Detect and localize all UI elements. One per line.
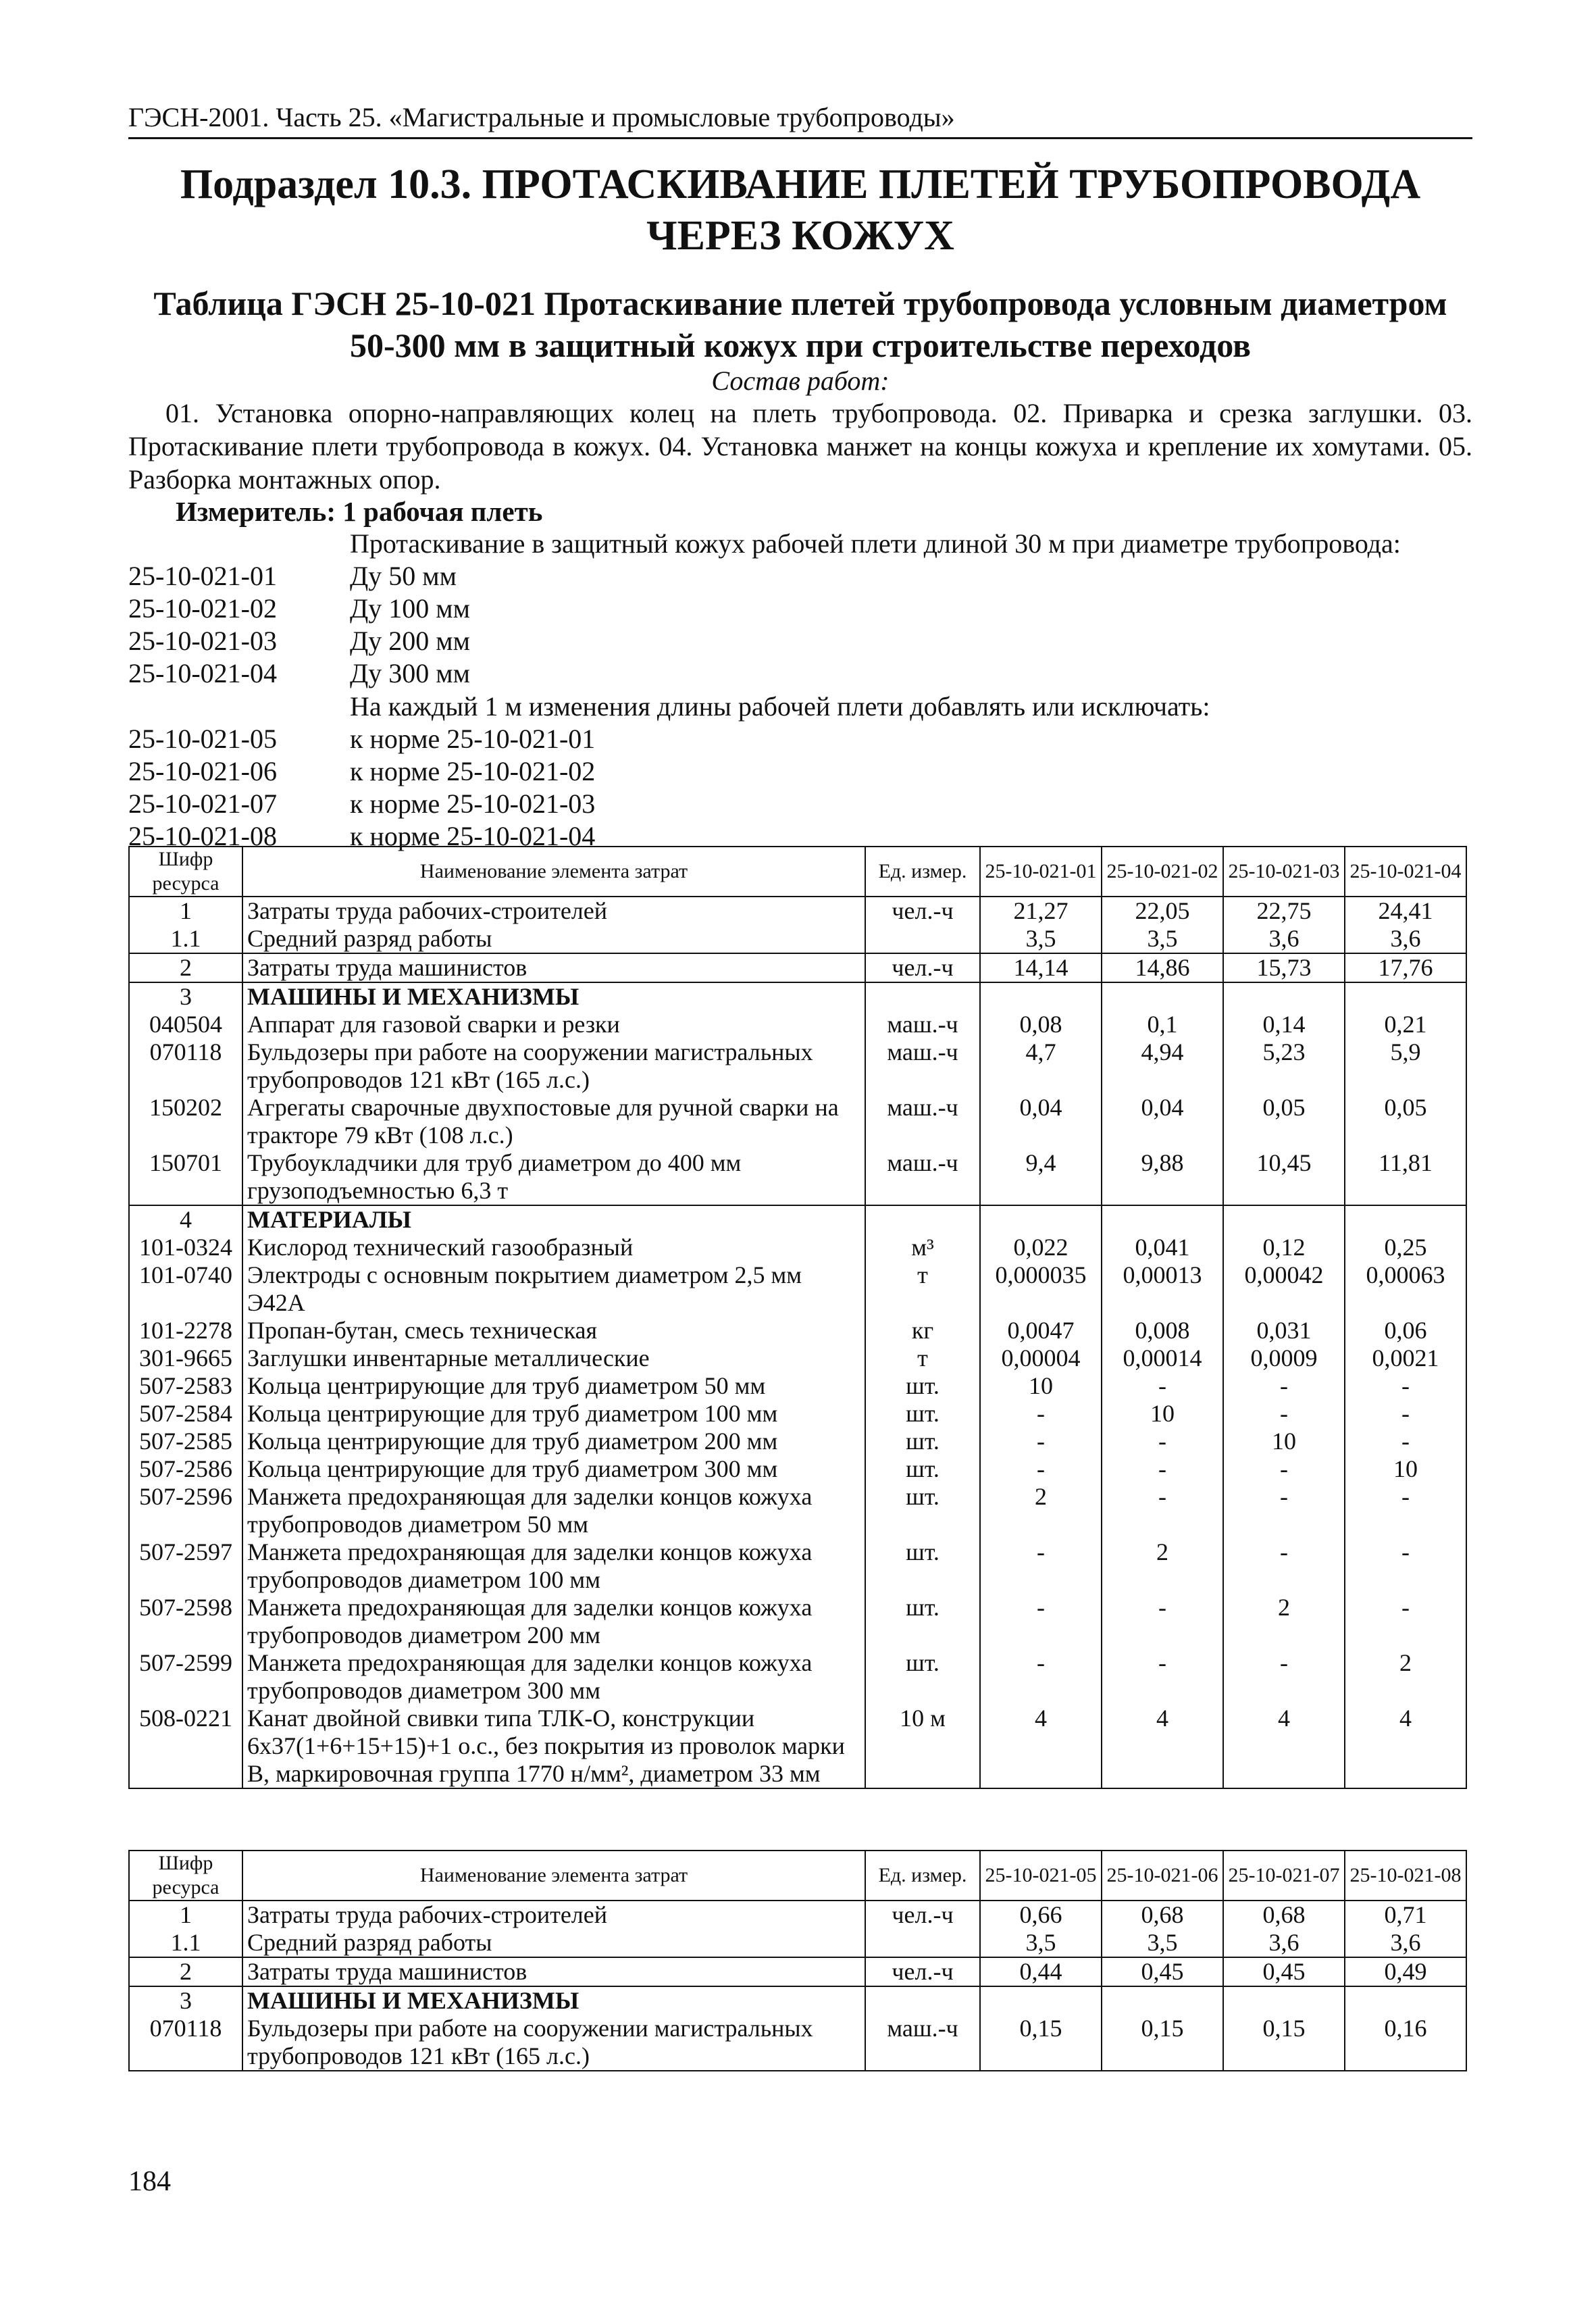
norm-value: 0,49 [1345, 1957, 1466, 1986]
norm-value: 10,45 [1223, 1149, 1345, 1205]
composition-label: Состав работ: [711, 366, 890, 396]
norm-value: 3,6 [1223, 925, 1345, 953]
table-row [129, 1649, 1466, 1705]
norm-value: 22,75 [1223, 897, 1345, 925]
resource-unit: маш.-ч [865, 1094, 980, 1149]
resource-code: 507-2586 [129, 1455, 242, 1483]
resource-code: 101-2278 [129, 1317, 242, 1344]
norm-list [128, 527, 1472, 853]
resource-name: Затраты труда рабочих-строителей [242, 1901, 865, 1929]
norm-group-2 [128, 723, 1472, 853]
norm-intro-2: На каждый 1 м изменения длины рабочей плети добавлять или исключать: [350, 691, 1210, 722]
norm-value: 0,00013 [1102, 1261, 1223, 1317]
norm-value: - [980, 1594, 1102, 1649]
norm-value: 0,14 [1223, 1011, 1345, 1038]
norm-code: 25-10-021-08 [128, 821, 277, 851]
norm-name: Ду 200 мм [350, 626, 470, 656]
norm-value: 0,68 [1223, 1901, 1345, 1929]
norm-value [1102, 1986, 1223, 2015]
resource-code: 101-0740 [129, 1261, 242, 1317]
norm-name: к норме 25-10-021-01 [350, 724, 596, 754]
norm-group-1 [128, 560, 1472, 690]
resource-code: 2 [129, 953, 242, 982]
resource-name: Кольца центрирующие для труб диаметром 50 мм [242, 1372, 865, 1400]
header-code: Шифр ресурса [129, 847, 242, 897]
table-row [129, 1483, 1466, 1538]
resource-name: Канат двойной свивки типа ТЛК-О, конструкции 6х37(1+6+15+15)+1 о.с., без покрытия из проволок марки В, маркировочная группа 1770 н/мм², диаметром 33 мм [242, 1705, 865, 1788]
norm-row [128, 755, 1472, 788]
resource-code: 070118 [129, 1038, 242, 1094]
norm-value: 0,06 [1345, 1317, 1466, 1344]
norm-row [128, 593, 1472, 625]
resource-name: Затраты труда машинистов [242, 1957, 865, 1986]
table-row [129, 1094, 1466, 1149]
resource-code: 150701 [129, 1149, 242, 1205]
norm-value: - [1102, 1372, 1223, 1400]
resource-unit [865, 1929, 980, 1957]
resource-name: Манжета предохраняющая для заделки концов кожуха трубопроводов диаметром 200 мм [242, 1594, 865, 1649]
norm-value [1102, 982, 1223, 1011]
norm-value: 3,5 [1102, 1929, 1223, 1957]
resource-code: 1.1 [129, 925, 242, 953]
resource-table-2 [128, 1850, 1467, 2071]
table-row [129, 1011, 1466, 1038]
norm-value: 10 [1223, 1428, 1345, 1455]
norm-value [1223, 982, 1345, 1011]
norm-value: 3,5 [1102, 925, 1223, 953]
norm-value: - [980, 1400, 1102, 1428]
resource-name: Кольца центрирующие для труб диаметром 200 мм [242, 1428, 865, 1455]
resource-code: 507-2598 [129, 1594, 242, 1649]
resource-unit: маш.-ч [865, 1038, 980, 1094]
resource-unit: кг [865, 1317, 980, 1344]
norm-value: - [980, 1428, 1102, 1455]
norm-value [1223, 1986, 1345, 2015]
norm-value: - [1345, 1483, 1466, 1538]
norm-value: 10 [1345, 1455, 1466, 1483]
resource-unit: чел.-ч [865, 953, 980, 982]
norm-value: - [1102, 1455, 1223, 1483]
norm-value: - [1223, 1455, 1345, 1483]
norm-name: к норме 25-10-021-02 [350, 756, 596, 786]
resource-unit [865, 1986, 980, 2015]
resource-unit: шт. [865, 1372, 980, 1400]
resource-code: 1 [129, 1901, 242, 1929]
norm-value: 9,4 [980, 1149, 1102, 1205]
resource-name: Средний разряд работы [242, 925, 865, 953]
norm-value: - [1102, 1428, 1223, 1455]
norm-value [1223, 1205, 1345, 1234]
norm-value: - [1223, 1372, 1345, 1400]
resource-unit: м³ [865, 1234, 980, 1261]
norm-value: - [1102, 1649, 1223, 1705]
norm-code: 25-10-021-02 [128, 593, 277, 624]
norm-value: 0,15 [1102, 2015, 1223, 2071]
norm-value: - [1345, 1538, 1466, 1594]
norm-value: 0,00014 [1102, 1344, 1223, 1372]
resource-name: МАТЕРИАЛЫ [242, 1205, 865, 1234]
norm-value: 0,15 [980, 2015, 1102, 2071]
norm-value: - [1102, 1594, 1223, 1649]
resource-unit: чел.-ч [865, 1901, 980, 1929]
resource-unit: шт. [865, 1594, 980, 1649]
norm-value: 0,71 [1345, 1901, 1466, 1929]
header-norm-col: 25-10-021-04 [1345, 847, 1466, 897]
norm-value: - [1223, 1649, 1345, 1705]
norm-value [1345, 1205, 1466, 1234]
header-norm-col: 25-10-021-08 [1345, 1851, 1466, 1901]
norm-value: 21,27 [980, 897, 1102, 925]
norm-code: 25-10-021-07 [128, 788, 277, 819]
resource-code: 3 [129, 982, 242, 1011]
resource-code: 507-2583 [129, 1372, 242, 1400]
norm-code: 25-10-021-04 [128, 658, 277, 688]
resource-name: МАШИНЫ И МЕХАНИЗМЫ [242, 1986, 865, 2015]
resource-name: Затраты труда рабочих-строителей [242, 897, 865, 925]
norm-value: 4 [1345, 1705, 1466, 1788]
resource-name: Трубоукладчики для труб диаметром до 400 мм грузоподъемностью 6,3 т [242, 1149, 865, 1205]
norm-name: к норме 25-10-021-03 [350, 788, 596, 819]
norm-name: Ду 300 мм [350, 658, 470, 688]
resource-unit: шт. [865, 1538, 980, 1594]
table-row [129, 1317, 1466, 1344]
norm-value: 0,15 [1223, 2015, 1345, 2071]
norm-value: 0,05 [1223, 1094, 1345, 1149]
norm-value: 0,21 [1345, 1011, 1466, 1038]
resource-unit [865, 1205, 980, 1234]
norm-value: 0,1 [1102, 1011, 1223, 1038]
norm-value: 0,041 [1102, 1234, 1223, 1261]
resource-name: Заглушки инвентарные металлические [242, 1344, 865, 1372]
resource-name: Аппарат для газовой сварки и резки [242, 1011, 865, 1038]
norm-value: 3,6 [1345, 1929, 1466, 1957]
resource-name: Манжета предохраняющая для заделки концов кожуха трубопроводов диаметром 300 мм [242, 1649, 865, 1705]
resource-table-1 [128, 846, 1467, 1789]
table-row [129, 982, 1466, 1011]
norm-value: - [1345, 1372, 1466, 1400]
table-row [129, 2015, 1466, 2071]
norm-value: 0,008 [1102, 1317, 1223, 1344]
header-norm-col: 25-10-021-06 [1102, 1851, 1223, 1901]
resource-name: Средний разряд работы [242, 1929, 865, 1957]
table-row [129, 1205, 1466, 1234]
running-header: ГЭСН-2001. Часть 25. «Магистральные и промысловые трубопроводы» [128, 101, 1472, 139]
table-row [129, 953, 1466, 982]
composition-text: 01. Установка опорно-направляющих колец на плеть трубопровода. 02. Приварка и срезка заглушки. 03. Протаскивание плети трубопровода в кожух. 04. Установка манжет на концы кожуха и крепление их хомутами. 05. Разборка монтажных опор. [128, 398, 1472, 495]
resource-unit: шт. [865, 1483, 980, 1538]
norm-row [128, 560, 1472, 593]
norm-value: 0,16 [1345, 2015, 1466, 2071]
norm-value: 17,76 [1345, 953, 1466, 982]
norm-value: 3,5 [980, 925, 1102, 953]
norm-value: 5,9 [1345, 1038, 1466, 1094]
norm-value: 0,031 [1223, 1317, 1345, 1344]
resource-unit: маш.-ч [865, 1149, 980, 1205]
resource-unit: т [865, 1261, 980, 1317]
norm-value: 0,0047 [980, 1317, 1102, 1344]
norm-value: 0,022 [980, 1234, 1102, 1261]
resource-code: 507-2596 [129, 1483, 242, 1538]
norm-value: 0,66 [980, 1901, 1102, 1929]
resource-name: Кольца центрирующие для труб диаметром 300 мм [242, 1455, 865, 1483]
resource-code: 508-0221 [129, 1705, 242, 1788]
norm-value: - [1223, 1538, 1345, 1594]
norm-value: 4 [1102, 1705, 1223, 1788]
norm-value: 4,94 [1102, 1038, 1223, 1094]
resource-unit: 10 м [865, 1705, 980, 1788]
header-name: Наименование элемента затрат [242, 847, 865, 897]
table-row [129, 1986, 1466, 2015]
norm-row [128, 788, 1472, 820]
resource-name: Бульдозеры при работе на сооружении магистральных трубопроводов 121 кВт (165 л.с.) [242, 1038, 865, 1094]
table-title: Таблица ГЭСН 25-10-021 Протаскивание плетей трубопровода условным диаметром 50-300 мм в защитный кожух при строительстве переходов [153, 284, 1447, 364]
resource-code: 1.1 [129, 1929, 242, 1957]
norm-row [128, 657, 1472, 690]
table-row [129, 1344, 1466, 1372]
table-row [129, 1538, 1466, 1594]
norm-value: 0,00042 [1223, 1261, 1345, 1317]
table-row [129, 1428, 1466, 1455]
resource-name: Кислород технический газообразный [242, 1234, 865, 1261]
resource-name: Манжета предохраняющая для заделки концов кожуха трубопроводов диаметром 50 мм [242, 1483, 865, 1538]
table-row [129, 1038, 1466, 1094]
norm-value: 5,23 [1223, 1038, 1345, 1094]
norm-name: к норме 25-10-021-04 [350, 821, 596, 851]
table-row [129, 1901, 1466, 1929]
norm-name: Ду 100 мм [350, 593, 470, 624]
norm-value [1345, 982, 1466, 1011]
resource-code: 3 [129, 1986, 242, 2015]
norm-value: 0,0021 [1345, 1344, 1466, 1372]
header-norm-col: 25-10-021-05 [980, 1851, 1102, 1901]
norm-value: 0,68 [1102, 1901, 1223, 1929]
norm-intro-1: Протаскивание в защитный кожух рабочей плети длиной 30 м при диаметре трубопровода: [350, 528, 1401, 559]
resource-unit: шт. [865, 1400, 980, 1428]
norm-value: 14,86 [1102, 953, 1223, 982]
resource-code: 150202 [129, 1094, 242, 1149]
norm-name: Ду 50 мм [350, 561, 457, 591]
resource-code: 1 [129, 897, 242, 925]
resource-unit [865, 925, 980, 953]
resource-unit: т [865, 1344, 980, 1372]
table-body-2 [129, 1901, 1466, 2071]
header-norm-col: 25-10-021-01 [980, 847, 1102, 897]
resource-name: Электроды с основным покрытием диаметром 2,5 мм Э42А [242, 1261, 865, 1317]
norm-value: 3,6 [1345, 925, 1466, 953]
resource-unit: чел.-ч [865, 1957, 980, 1986]
table-row [129, 1261, 1466, 1317]
resource-unit: шт. [865, 1649, 980, 1705]
table-body-1 [129, 897, 1466, 1788]
norm-value: 24,41 [1345, 897, 1466, 925]
norm-value: 11,81 [1345, 1149, 1466, 1205]
norm-value: 0,0009 [1223, 1344, 1345, 1372]
norm-value [1345, 1986, 1466, 2015]
table-row [129, 1455, 1466, 1483]
header-code: Шифр ресурса [129, 1851, 242, 1901]
header-norm-col: 25-10-021-07 [1223, 1851, 1345, 1901]
norm-value: 0,44 [980, 1957, 1102, 1986]
norm-value: 15,73 [1223, 953, 1345, 982]
norm-value: 0,00063 [1345, 1261, 1466, 1317]
resource-code: 507-2585 [129, 1428, 242, 1455]
norm-value: 22,05 [1102, 897, 1223, 925]
norm-value: 3,6 [1223, 1929, 1345, 1957]
norm-value: 0,08 [980, 1011, 1102, 1038]
norm-value [980, 982, 1102, 1011]
resource-unit: шт. [865, 1428, 980, 1455]
table-row [129, 1372, 1466, 1400]
norm-value: 9,88 [1102, 1149, 1223, 1205]
resource-code: 040504 [129, 1011, 242, 1038]
resource-unit: маш.-ч [865, 2015, 980, 2071]
norm-code: 25-10-021-01 [128, 561, 277, 591]
norm-value: 10 [1102, 1400, 1223, 1428]
norm-value: 0,25 [1345, 1234, 1466, 1261]
table-row [129, 1234, 1466, 1261]
resource-code: 2 [129, 1957, 242, 1986]
header-norm-col: 25-10-021-02 [1102, 847, 1223, 897]
header-norm-col: 25-10-021-03 [1223, 847, 1345, 897]
resource-name: Затраты труда машинистов [242, 953, 865, 982]
norm-value: 0,000035 [980, 1261, 1102, 1317]
norm-value: 0,05 [1345, 1094, 1466, 1149]
resource-code: 507-2584 [129, 1400, 242, 1428]
table-row [129, 1594, 1466, 1649]
resource-code: 070118 [129, 2015, 242, 2071]
norm-value: 0,00004 [980, 1344, 1102, 1372]
resource-name: Бульдозеры при работе на сооружении магистральных трубопроводов 121 кВт (165 л.с.) [242, 2015, 865, 2071]
norm-code: 25-10-021-03 [128, 626, 277, 656]
table-row [129, 1400, 1466, 1428]
norm-value: 2 [980, 1483, 1102, 1538]
norm-value: 0,04 [980, 1094, 1102, 1149]
norm-value: - [1345, 1594, 1466, 1649]
norm-row [128, 723, 1472, 755]
norm-value: 2 [1223, 1594, 1345, 1649]
table-row [129, 1705, 1466, 1788]
norm-value: - [1345, 1428, 1466, 1455]
norm-value [980, 1986, 1102, 2015]
norm-value [980, 1205, 1102, 1234]
table-header-1 [129, 847, 1466, 897]
table-header-2 [129, 1851, 1466, 1901]
norm-value: - [1345, 1400, 1466, 1428]
norm-value: 0,45 [1102, 1957, 1223, 1986]
norm-value: 4 [980, 1705, 1102, 1788]
norm-value: 0,04 [1102, 1094, 1223, 1149]
resource-unit [865, 982, 980, 1011]
norm-code: 25-10-021-06 [128, 756, 277, 786]
table-row [129, 1149, 1466, 1205]
resource-code: 507-2597 [129, 1538, 242, 1594]
header-name: Наименование элемента затрат [242, 1851, 865, 1901]
norm-value: 10 [980, 1372, 1102, 1400]
table-row [129, 925, 1466, 953]
header-unit: Ед. измер. [865, 847, 980, 897]
norm-value: - [980, 1538, 1102, 1594]
norm-value: - [1223, 1483, 1345, 1538]
resource-code: 301-9665 [129, 1344, 242, 1372]
norm-value: 0,45 [1223, 1957, 1345, 1986]
header-unit: Ед. измер. [865, 1851, 980, 1901]
norm-value: 2 [1345, 1649, 1466, 1705]
resource-code: 101-0324 [129, 1234, 242, 1261]
table-row [129, 1957, 1466, 1986]
resource-unit: шт. [865, 1455, 980, 1483]
subsection-title: Подраздел 10.3. ПРОТАСКИВАНИЕ ПЛЕТЕЙ ТРУБОПРОВОДА ЧЕРЕЗ КОЖУХ [180, 161, 1421, 259]
resource-name: Кольца центрирующие для труб диаметром 100 мм [242, 1400, 865, 1428]
resource-name: Манжета предохраняющая для заделки концов кожуха трубопроводов диаметром 100 мм [242, 1538, 865, 1594]
resource-code: 507-2599 [129, 1649, 242, 1705]
norm-value: 0,12 [1223, 1234, 1345, 1261]
norm-value: - [980, 1455, 1102, 1483]
norm-value: - [1223, 1400, 1345, 1428]
norm-value: 3,5 [980, 1929, 1102, 1957]
resource-name: Пропан-бутан, смесь техническая [242, 1317, 865, 1344]
norm-value: 4,7 [980, 1038, 1102, 1094]
norm-value: - [980, 1649, 1102, 1705]
resource-name: Агрегаты сварочные двухпостовые для ручной сварки на тракторе 79 кВт (108 л.с.) [242, 1094, 865, 1149]
norm-value: 4 [1223, 1705, 1345, 1788]
norm-value: 2 [1102, 1538, 1223, 1594]
table-row [129, 897, 1466, 925]
norm-code: 25-10-021-05 [128, 724, 277, 754]
measure-unit: Измеритель: 1 рабочая плеть [176, 496, 543, 527]
table-row [129, 1929, 1466, 1957]
norm-value [1102, 1205, 1223, 1234]
resource-unit: маш.-ч [865, 1011, 980, 1038]
resource-unit: чел.-ч [865, 897, 980, 925]
norm-value: - [1102, 1483, 1223, 1538]
norm-row [128, 625, 1472, 657]
page-number: 184 [128, 2166, 171, 2197]
resource-code: 4 [129, 1205, 242, 1234]
resource-name: МАШИНЫ И МЕХАНИЗМЫ [242, 982, 865, 1011]
norm-value: 14,14 [980, 953, 1102, 982]
